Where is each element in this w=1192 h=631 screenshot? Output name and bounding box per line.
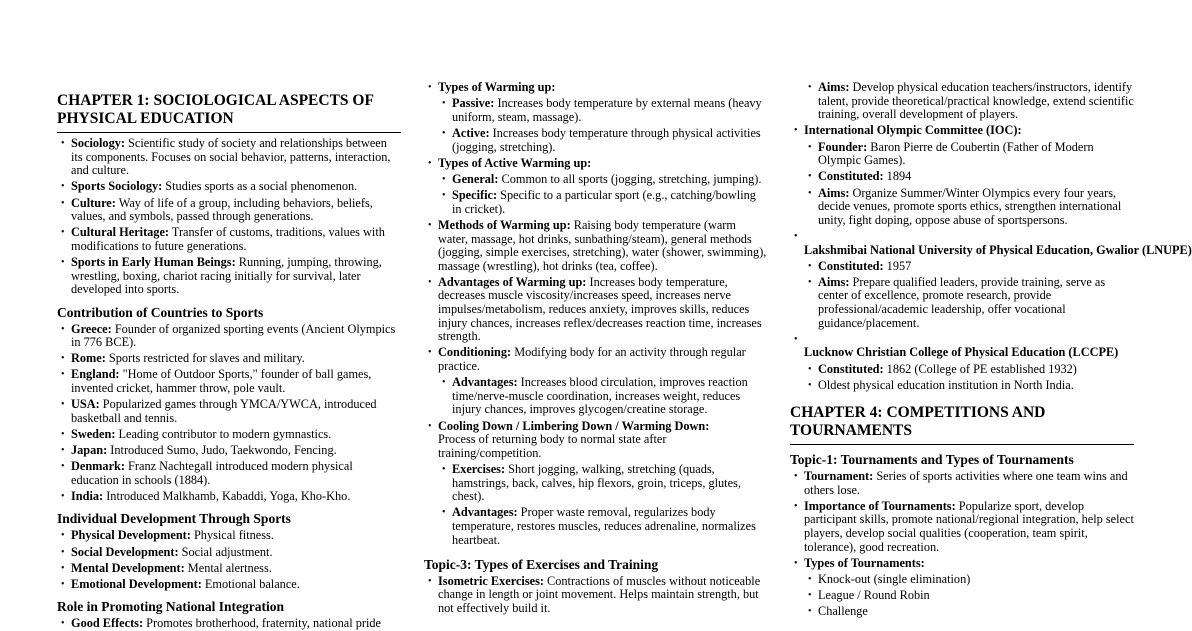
chapter-4-title: CHAPTER 4: COMPETITIONS AND TOURNAMENTS [790, 404, 1134, 445]
list-item: • Types of Warming up: • Passive: Increases body temperature by external means (heavy uniform, steam, massage). • Active: Increases body temperature through physical activities (jogging, stretching). [424, 81, 768, 154]
list-item: • Lakshmibai National University of Physical Education, Gwalior (LNUPE) • Constituted: 1957 • Aims: Prepare qualified leaders, provide training, serve as center of excellence, promote research, provide professional/academic leadership, offer vocational guidance/placement. [790, 230, 1134, 330]
integration-heading: Role in Promoting National Integration [57, 599, 284, 615]
list-item: • Social Development: Social adjustment. [57, 546, 401, 560]
list-item: • Active: Increases body temperature through physical activities (jogging, stretching). [438, 127, 768, 154]
topic-1-heading: Topic-1: Tournaments and Types of Tournaments [790, 452, 1074, 467]
list-item: • Types of Tournaments: • Knock-out (single elimination) • League / Round Robin • Challenge [790, 557, 1134, 619]
exercises-list [424, 575, 768, 616]
list-item: • Conditioning: Modifying body for an activity through regular practice. • Advantages: Increases blood circulation, improves reaction time/nerve-muscle coordination, increases weight, reduces injury chances, improves glycogen/creatine storage. [424, 346, 768, 417]
list-item: • Types of Active Warming up: • General: Common to all sports (jogging, stretching, jumping). • Specific: Specific to a particular sport (e.g., catching/bowling in cricket). [424, 157, 768, 217]
list-item: • League / Round Robin [804, 589, 1134, 603]
list-item: • Sociology: Scientific study of society and relationships between its components. Focuses on social behavior, patterns, interaction, and culture. [57, 137, 401, 178]
intro-list [57, 137, 401, 297]
tournaments-list [790, 470, 1134, 619]
list-item: • Challenge [804, 605, 1134, 619]
list-item: • India: Introduced Malkhamb, Kabaddi, Yoga, Kho-Kho. [57, 490, 401, 504]
list-item: • USA: Popularized games through YMCA/YWCA, introduced basketball and tennis. [57, 398, 401, 425]
list-item: • Methods of Warming up: Raising body temperature (warm water, massage, hot drinks, sunbathing/steam), general methods (jogging, simple exercises, stretching), water (shower, swimming), massage (wrestling), hot drinks (tea, coffee). [424, 219, 768, 273]
list-item: • Importance of Tournaments: Popularize sport, develop participant skills, promote national/regional integration, help select players, develop social qualities (cooperation, team spirit, tolerance), good recreation. [790, 500, 1134, 554]
list-item: • Physical Development: Physical fitness. [57, 529, 401, 543]
list-item: • Advantages: Proper waste removal, regularizes body temperature, restores muscles, reduces adrenaline, normalizes heartbeat. [438, 506, 768, 547]
list-item: • Exercises: Short jogging, walking, stretching (quads, hamstrings, back, calves, hip flexors, groin, triceps, glutes, chest). [438, 463, 768, 504]
list-item: • General: Common to all sports (jogging, stretching, jumping). [438, 173, 768, 187]
development-list [57, 529, 401, 591]
list-item: • Sports in Early Human Beings: Running, jumping, throwing, wrestling, boxing, chariot racing initially for survival, later developed into sports. [57, 256, 401, 297]
list-item: • Japan: Introduced Sumo, Judo, Taekwondo, Fencing. [57, 444, 401, 458]
list-item: • Denmark: Franz Nachtegall introduced modern physical education in schools (1884). [57, 460, 401, 487]
list-item: • Mental Development: Mental alertness. [57, 562, 401, 576]
list-item: • Founder: Baron Pierre de Coubertin (Father of Modern Olympic Games). [804, 141, 1134, 168]
column-1 [57, 0, 401, 631]
list-item: • Advantages: Increases blood circulation, improves reaction time/nerve-muscle coordination, increases weight, reduces injury chances, improves glycogen/creatine storage. [438, 376, 768, 417]
countries-list [57, 323, 401, 504]
list-item: • Aims: Prepare qualified leaders, provide training, serve as center of excellence, promote research, provide professional/academic leadership, offer vocational guidance/placement. [804, 276, 1134, 330]
list-item: • Aims: Develop physical education teachers/instructors, identify talent, provide theoretical/practical knowledge, extend scientific training, overall development of players. [804, 81, 1134, 122]
chapter-1-title: CHAPTER 1: SOCIOLOGICAL ASPECTS OF PHYSICAL EDUCATION [57, 92, 401, 133]
list-item: • Passive: Increases body temperature by external means (heavy uniform, steam, massage). [438, 97, 768, 124]
list-item: • England: "Home of Outdoor Sports," founder of ball games, invented cricket, hammer throw, pole vault. [57, 368, 401, 395]
list-item: • International Olympic Committee (IOC): • Founder: Baron Pierre de Coubertin (Father of Modern Olympic Games). • Constituted: 1894 • Aims: Organize Summer/Winter Olympics every four years, decide venues, promote sports ethics, strengthen international unity, fight doping, oppose abuse of sportspersons. [790, 124, 1134, 227]
institutions-list [790, 80, 1192, 392]
list-item: • Aims: Organize Summer/Winter Olympics every four years, decide venues, promote sports ethics, strengthen international unity, fight doping, oppose abuse of sportspersons. [804, 187, 1134, 228]
list-item: • Knock-out (single elimination) [804, 573, 1134, 587]
list-item: • Cooling Down / Limbering Down / Warming Down: Process of returning body to normal state after training/competition. • Exercises: Short jogging, walking, stretching (quads, hamstrings, back, calves, hip flexors, groin, triceps, glutes, chest). • Advantages: Proper waste removal, regularizes body temperature, restores muscles, reduces adrenaline, normalizes heartbeat. [424, 420, 768, 548]
list-item: • Lucknow Christian College of Physical Education (LCCPE) • Constituted: 1862 (College of PE established 1932) • Oldest physical education institution in North India. [790, 333, 1134, 393]
list-item: • Constituted: 1957 [804, 260, 1134, 274]
list-item: • Constituted: 1894 [804, 170, 1134, 184]
column-2 [424, 0, 768, 626]
list-item: • Good Effects: Promotes brotherhood, fraternity, national pride [57, 617, 401, 631]
topic-3-heading: Topic-3: Types of Exercises and Training [424, 556, 659, 572]
list-item: • Greece: Founder of organized sporting events (Ancient Olympics in 776 BCE). [57, 323, 401, 350]
list-item [790, 81, 1134, 122]
list-item: • Specific: Specific to a particular sport (e.g., catching/bowling in cricket). [438, 189, 768, 216]
list-item: • Cultural Heritage: Transfer of customs, traditions, values with modifications to future generations. [57, 226, 401, 253]
list-item: • Constituted: 1862 (College of PE established 1932) [804, 363, 1134, 377]
development-heading: Individual Development Through Sports [57, 511, 291, 527]
list-item: • Culture: Way of life of a group, including behaviors, beliefs, values, and symbols, passed through generations. [57, 197, 401, 224]
column-3 [790, 0, 1192, 626]
list-item: • Emotional Development: Emotional balance. [57, 578, 401, 592]
warming-list [424, 81, 768, 547]
list-item: • Oldest physical education institution in North India. [804, 379, 1134, 393]
list-item: • Sweden: Leading contributor to modern gymnastics. [57, 428, 401, 442]
list-item: • Rome: Sports restricted for slaves and military. [57, 352, 401, 366]
list-item: • Sports Sociology: Studies sports as a social phenomenon. [57, 180, 401, 194]
list-item: • Tournament: Series of sports activities where one team wins and others lose. [790, 470, 1134, 497]
integration-list [57, 617, 401, 631]
list-item: • Isometric Exercises: Contractions of muscles without noticeable change in length or joint movement. Helps maintain strength, but not effectively build it. [424, 575, 768, 616]
countries-heading: Contribution of Countries to Sports [57, 304, 264, 320]
list-item: • Advantages of Warming up: Increases body temperature, decreases muscle viscosity/increases speed, increases nerve impulses/metabolism, reduces anxiety, improves skills, reduces injury chances, increases reflex/decreases reaction time, increases strength. [424, 276, 768, 344]
